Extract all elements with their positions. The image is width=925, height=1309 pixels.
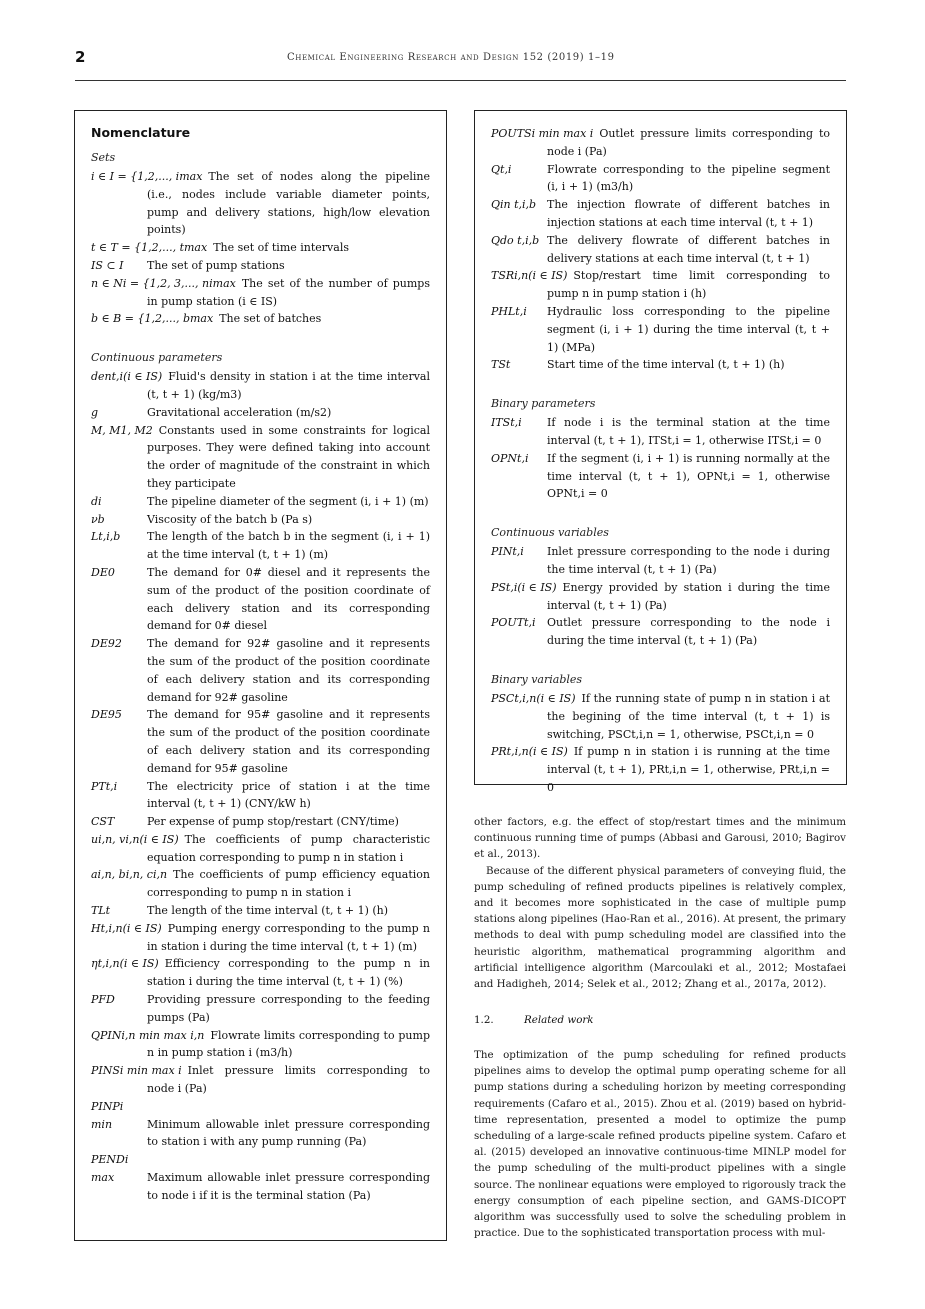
body-text-top	[474, 814, 846, 992]
nomenclature-entry: TLt The length of the time interval (t, t + 1) (h)	[91, 904, 389, 918]
nomenclature-entry: ai,n, bi,n, ci,n The coefficients of pump efficiency equation corresponding to pump n in station i	[91, 868, 430, 900]
journal-running-title: Chemical Engineering Research and Design 152 (2019) 1–19	[287, 52, 615, 63]
nomenclature-entry: ITSt,i If node i is the terminal station at the time interval (t, t + 1), ITSt,i = 1, otherwise ITSt,i = 0	[491, 416, 830, 447]
page-number: 2	[75, 48, 86, 66]
nomenclature-entry: DE92 The demand for 92# gasoline and it represents the sum of the product of the position coordinate of each delivery station and its corresponding demand for 92# gasoline	[91, 637, 430, 704]
subsection-number: 1.2.	[474, 1014, 494, 1026]
nomenclature-entry: t ∈ T = {1,2,..., tmax The set of time intervals	[91, 241, 349, 255]
subsection-heading	[474, 1014, 594, 1026]
nomenclature-entry: PSCt,i,n(i ∈ IS) If the running state of pump n in station i at the begining of the time interval (t, t + 1) is switching, PSCt,i,n = 1, otherwise, PSCt,i,n = 0	[491, 691, 830, 741]
subsection-title: Related work	[524, 1014, 594, 1026]
nomenclature-entry: TSRi,n(i ∈ IS) Stop/restart time limit corresponding to pump n in pump station i (h)	[491, 269, 830, 301]
nomenclature-entry: POUTSi min max i Outlet pressure limits corresponding to node i (Pa)	[491, 127, 830, 158]
nomenclature-entry: PRt,i,n(i ∈ IS) If pump n in station i is running at the time interval (t, t + 1), PRt,i,n = 1, otherwise, PRt,i,n = 0	[491, 745, 830, 794]
nomenclature-entry: PINPi min Minimum allowable inlet pressure corresponding to station i with any pump running (Pa)	[91, 1099, 430, 1149]
nomenclature-entry: n ∈ Ni = {1,2, 3,..., nimax The set of the number of pumps in pump station (i ∈ IS)	[91, 276, 430, 308]
section-continuous-parameters: Continuous parameters	[91, 351, 223, 365]
body-text-bottom	[474, 1047, 846, 1241]
section-binary-variables: Binary variables	[491, 672, 583, 686]
nomenclature-entry: CST Per expense of pump stop/restart (CNY/time)	[91, 815, 399, 829]
header-rule	[75, 80, 846, 81]
nomenclature-entry: Qin t,i,b The injection flowrate of different batches in injection stations at each time interval (t, t + 1)	[491, 198, 830, 229]
nomenclature-entry: PTt,i The electricity price of station i at the time interval (t, t + 1) (CNY/kW h)	[91, 779, 430, 811]
section-sets: Sets	[91, 151, 116, 164]
nomenclature-entry: b ∈ B = {1,2,..., bmax The set of batches	[91, 312, 322, 326]
nomenclature-entry: TSt Start time of the time interval (t, t + 1) (h)	[491, 358, 785, 372]
nomenclature-entry: PHLt,i Hydraulic loss corresponding to the pipeline segment (i, i + 1) during the time interval (t, t + 1) (MPa)	[491, 304, 830, 354]
nomenclature-box-right	[474, 110, 847, 794]
nomenclature-box-left	[74, 110, 447, 1241]
nomenclature-entry: Ht,i,n(i ∈ IS) Pumping energy corresponding to the pump n in station i during the time interval (t, t + 1) (m)	[91, 921, 430, 953]
nomenclature-entry: POUTt,i Outlet pressure corresponding to the node i during the time interval (t, t + 1) (Pa)	[491, 616, 830, 648]
nomenclature-entry: QPINi,n min max i,n Flowrate limits corresponding to pump n in pump station i (m3/h)	[91, 1028, 430, 1060]
nomenclature-entry: PENDi max Maximum allowable inlet pressure corresponding to node i if it is the terminal station (Pa)	[91, 1153, 430, 1202]
paragraph: The optimization of the pump scheduling for refined products pipelines aims to develop the optimal pump operating scheme for all pump stations during a scheduling horizon by meeting corresponding requirements (Cafaro et al., 2015). Zhou et al. (2019) based on hybrid-time representation, presented a model to optimize the pump scheduling of a large-scale refined products pipeline system. Cafaro et al. (2015) developed an innovative continuous-time MINLP model for the pump scheduling of the multi-product pipelines with a single source. The nonlinear equations were employed to rigorously track the energy consumption of each pipeline section, and GAMS-DICOPT algorithm was successfully used to solve the scheduling problem in practice. Due to the sophisticated transportation process with mul-	[474, 1049, 846, 1240]
nomenclature-entry: νb Viscosity of the batch b (Pa s)	[91, 512, 313, 526]
nomenclature-entry: M, M1, M2 Constants used in some constraints for logical purposes. They were defined taking into account the order of magnitude of the constraint in which they participate	[91, 423, 430, 490]
nomenclature-entry: DE95 The demand for 95# gasoline and it represents the sum of the product of the position coordinate of each delivery station and its corresponding demand for 95# gasoline	[91, 708, 430, 775]
nomenclature-entry: di The pipeline diameter of the segment (i, i + 1) (m)	[91, 494, 429, 508]
nomenclature-entry: IS ⊂ I The set of pump stations	[91, 258, 285, 272]
nomenclature-title: Nomenclature	[91, 125, 191, 140]
paragraph: Because of the different physical parameters of conveying fluid, the pump scheduling of refined products pipelines is relatively complex, and it becomes more sophisticated in the case of multiple pump stations along pipelines (Hao-Ran et al., 2016). At present, the primary methods to deal with pump scheduling model are classified into the heuristic algorithm, mathematical programming algorithm and artificial intelligence algorithm (Marcoulaki et al., 2012; Mostafaei and Hadigheh, 2014; Selek et al., 2012; Zhang et al., 2017a, 2012).	[474, 864, 846, 991]
nomenclature-entry: DE0 The demand for 0# diesel and it represents the sum of the product of the position coordinate of each delivery station and its corresponding demand for 0# diesel	[91, 565, 430, 633]
section-continuous-variables: Continuous variables	[491, 526, 609, 540]
section-binary-parameters: Binary parameters	[491, 397, 596, 411]
nomenclature-entry: PFD Providing pressure corresponding to the feeding pumps (Pa)	[91, 993, 430, 1024]
nomenclature-entry: PINt,i Inlet pressure corresponding to the node i during the time interval (t, t + 1) (Pa)	[491, 545, 830, 576]
nomenclature-entry: dent,i(i ∈ IS) Fluid's density in station i at the time interval (t, t + 1) (kg/m3)	[91, 370, 430, 401]
nomenclature-entry: PSt,i(i ∈ IS) Energy provided by station i during the time interval (t, t + 1) (Pa)	[491, 580, 830, 612]
nomenclature-entry: ηt,i,n(i ∈ IS) Efficiency corresponding to the pump n in station i during the time interval (t, t + 1) (%)	[91, 957, 430, 989]
nomenclature-entry: i ∈ I = {1,2,..., imax The set of nodes along the pipeline (i.e., nodes include variable diameter points, pump and delivery stations, high/low elevation points)	[91, 170, 430, 237]
nomenclature-entry: OPNt,i If the segment (i, i + 1) is running normally at the time interval (t, t + 1), OPNt,i = 1, otherwise OPNt,i = 0	[491, 451, 830, 501]
nomenclature-entry: PINSi min max i Inlet pressure limits corresponding to node i (Pa)	[91, 1064, 430, 1096]
nomenclature-entry: Lt,i,b The length of the batch b in the segment (i, i + 1) at the time interval (t, t + 1) (m)	[91, 530, 430, 562]
nomenclature-entry: Qdo t,i,b The delivery flowrate of different batches in delivery stations at each time interval (t, t + 1)	[491, 233, 830, 265]
nomenclature-entry: g Gravitational acceleration (m/s2)	[91, 405, 332, 419]
nomenclature-entry: Qt,i Flowrate corresponding to the pipeline segment (i, i + 1) (m3/h)	[491, 162, 830, 194]
nomenclature-entry: ui,n, vi,n(i ∈ IS) The coefficients of pump characteristic equation corresponding to pump n in station i	[91, 832, 430, 864]
page-header	[75, 48, 846, 70]
paragraph: other factors, e.g. the effect of stop/restart times and the minimum continuous running time of pumps (Abbasi and Garousi, 2010; Bagirov et al., 2013).	[474, 816, 846, 861]
